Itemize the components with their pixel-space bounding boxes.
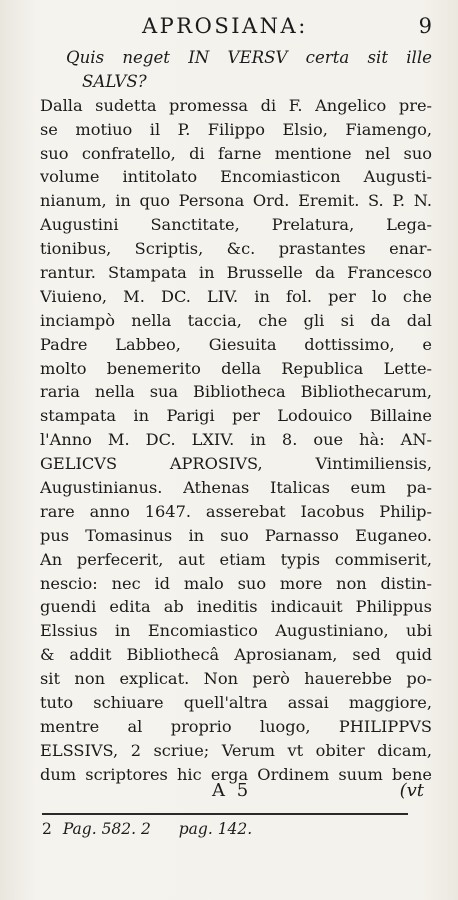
body-text	[40, 46, 432, 787]
footnote-rule	[42, 813, 408, 815]
text-line: pus Tomasinus in suo Parnasso Euganeo.	[40, 525, 432, 545]
text-line: tuto schiuare quell'altra assai maggiore,	[40, 693, 432, 713]
text-line: stampata in Parigi per Lodouico Billaine	[40, 406, 432, 426]
text-line: dum scriptores hic erga Ordinem suum bene	[40, 764, 432, 784]
text-line: mentre al proprio luogo, PHILIPPVS	[40, 716, 432, 736]
text-line: suo confratello, di farne mentione nel suo	[40, 143, 432, 163]
text-line: Dalla sudetta promessa di F. Angelico pre-	[40, 95, 432, 115]
text-line: inciampò nella taccia, che gli si da dal	[40, 310, 432, 330]
text-line: GELICVS APROSIVS, Vintimiliensis,	[40, 454, 432, 474]
footnote-ref-1: Pag. 582. 2	[62, 820, 151, 838]
footnote-marker: 2	[42, 820, 52, 838]
text-line: nianum, in quo Persona Ord. Eremit. S. P. N.	[40, 191, 432, 211]
text-line: guendi edita ab ineditis indicauit Philippus	[40, 597, 432, 617]
text-line: An perfecerit, aut etiam typis commiserit,	[40, 549, 432, 569]
text-line: tionibus, Scriptis, &c. prastantes enar-	[40, 239, 432, 259]
text-line: molto benemerito della Republica Lette-	[40, 358, 432, 378]
catchword: (vt	[399, 780, 424, 801]
text-line: Augustini Sanctitate, Prelatura, Lega-	[40, 215, 432, 235]
text-line: Quis neget IN VERSV certa sit ille	[66, 48, 432, 67]
page-number: 9	[418, 14, 432, 38]
text-line: se motiuo il P. Filippo Elsio, Fiamengo,	[40, 119, 432, 139]
text-line: Padre Labbeo, Giesuita dottissimo, e	[40, 334, 432, 354]
page-foot	[40, 780, 432, 808]
text-line: nescio: nec id malo suo more non distin-	[40, 573, 432, 593]
text-line: volume intitolato Encomiasticon Augusti-	[40, 167, 432, 187]
text-line: raria nella sua Bibliotheca Bibliothecarum,	[40, 382, 432, 402]
footnote-ref-2: pag. 142.	[178, 820, 253, 838]
text-line: l'Anno M. DC. LXIV. in 8. oue hà: AN-	[40, 430, 432, 450]
text-line: rantur. Stampata in Brusselle da Francesco	[40, 263, 432, 283]
text-line: rare anno 1647. asserebat Iacobus Philip-	[40, 501, 432, 521]
text-line: & addit Bibliothecâ Aprosianam, sed quid	[40, 645, 432, 665]
running-title: APROSIANA:	[142, 14, 308, 38]
signature-mark: A 5	[212, 780, 252, 801]
text-line: SALVS?	[82, 71, 147, 91]
text-line: Viuieno, M. DC. LIV. in fol. per lo che	[40, 286, 432, 306]
footnote	[42, 820, 252, 838]
text-line: Augustinianus. Athenas Italicas eum pa-	[40, 478, 432, 498]
page-header	[40, 14, 432, 42]
text-line: Elssius in Encomiastico Augustiniano, ubi	[40, 621, 432, 641]
text-line: ELSSIVS, 2 scriue; Verum vt obiter dicam,	[40, 740, 432, 760]
text-line: sit non explicat. Non però hauerebbe po-	[40, 669, 432, 689]
